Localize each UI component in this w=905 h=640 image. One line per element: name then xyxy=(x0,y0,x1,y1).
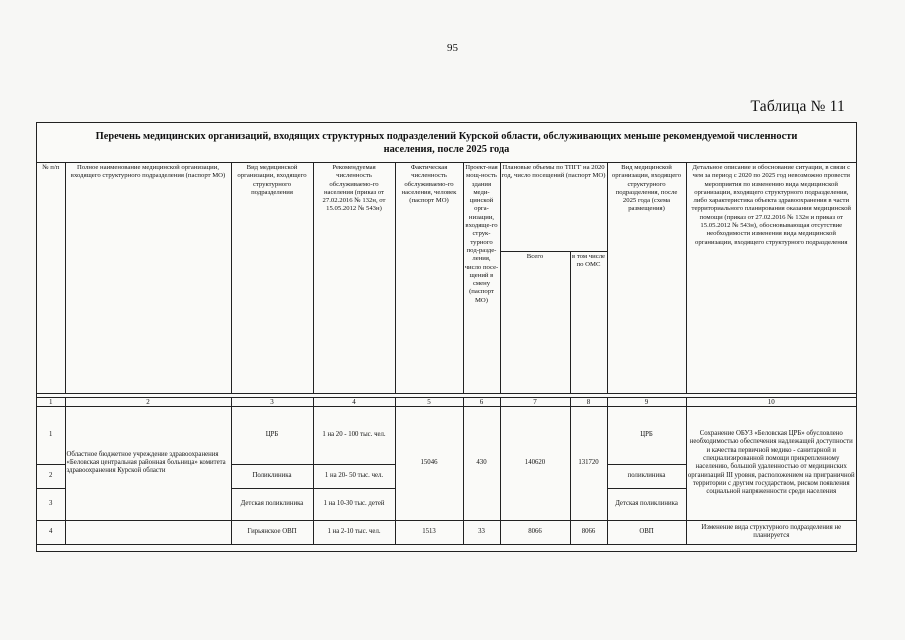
table-row xyxy=(37,406,856,464)
column-number: 6 xyxy=(463,397,500,406)
org-type-cell: Детская поликлиника xyxy=(231,488,313,520)
column-number-row xyxy=(37,397,856,406)
column-number: 9 xyxy=(607,397,686,406)
header-org-name: Полное наименование медицинской организации, входящего структурного подразделения (паспорт МО) xyxy=(65,163,231,393)
header-org-type-after-2025: Вид медицинской организации, входящего структурного подразделения, после 2025 года (схема размещения) xyxy=(607,163,686,393)
header-total: Всего xyxy=(500,251,570,393)
column-number: 10 xyxy=(686,397,856,406)
design-capacity-cell: 33 xyxy=(463,520,500,544)
design-capacity-cell: 430 xyxy=(463,406,500,520)
header-actual-population: Фактическая численность обслуживаемо-го населения, человек (паспорт МО) xyxy=(395,163,463,393)
header-number: № п/п xyxy=(37,163,65,393)
column-number: 3 xyxy=(231,397,313,406)
planned-total-cell: 140620 xyxy=(500,406,570,520)
header-design-capacity: Проект-ная мощ-ность здания меди-цинской орга-низации, входяще-го струк-турного под-разде-ления, число посе-щений в смену (паспорт МО) xyxy=(463,163,500,393)
recommended-population-cell: 1 на 20 - 100 тыс. чел. xyxy=(313,406,395,464)
header-oms: в том числе по ОМС xyxy=(570,251,607,393)
table-title: Перечень медицинских организаций, входящих структурных подразделений Курской области, обслуживающих меньше рекомендуемой численности населения, после 2025 года xyxy=(37,123,856,163)
org-name-cell xyxy=(65,520,231,544)
row-number: 1 xyxy=(37,406,65,464)
row-number: 3 xyxy=(37,488,65,520)
column-number: 1 xyxy=(37,397,65,406)
data-table xyxy=(37,163,856,545)
org-type-cell: ЦРБ xyxy=(231,406,313,464)
header-row xyxy=(37,163,856,251)
org-type-cell: Гирьянское ОВП xyxy=(231,520,313,544)
org-type-after-cell: поликлиника xyxy=(607,464,686,488)
column-number: 7 xyxy=(500,397,570,406)
column-number: 4 xyxy=(313,397,395,406)
row-number: 4 xyxy=(37,520,65,544)
row-number: 2 xyxy=(37,464,65,488)
page-number: 95 xyxy=(447,42,458,54)
header-planned-volumes: Плановые объемы по ТПГГ на 2020 год, число посещений (паспорт МО) xyxy=(500,163,607,251)
planned-oms-cell: 8066 xyxy=(570,520,607,544)
column-number: 2 xyxy=(65,397,231,406)
planned-oms-cell: 131720 xyxy=(570,406,607,520)
org-name-cell: Областное бюджетное учреждение здравоохранения «Беловская центральная районная больница» комитета здравоохранения Курской области xyxy=(65,406,231,520)
description-cell: Изменение вида структурного подразделения не планируется xyxy=(686,520,856,544)
actual-population-cell: 15046 xyxy=(395,406,463,520)
org-type-after-cell: ОВП xyxy=(607,520,686,544)
recommended-population-cell: 1 на 2-10 тыс. чел. xyxy=(313,520,395,544)
header-recommended-population: Рекомендуемая численность обслуживаемо-го населения (приказ от 27.02.2016 № 132н, от 15.05.2012 № 543н) xyxy=(313,163,395,393)
column-number: 8 xyxy=(570,397,607,406)
org-type-cell: Поликлиника xyxy=(231,464,313,488)
table-sheet xyxy=(36,122,857,552)
header-description: Детальное описание и обоснование ситуации, в связи с чем за период с 2020 по 2025 год невозможно провести мероприятия по изменению вида медицинской организации, входящего структурного подразделения, либо характеристика объекта здравоохранения в части территориального планирования оказания медицинской помощи (приказ от 27.02.2016 № 132н и приказ от 15.05.2012 № 543н), обосновывающая отсутствие необходимости изменения вида медицинской организации, входящего структурного подразделения xyxy=(686,163,856,393)
org-type-after-cell: ЦРБ xyxy=(607,406,686,464)
table-row xyxy=(37,520,856,544)
header-org-type: Вид медицинской организации, входящего структурного подразделения xyxy=(231,163,313,393)
table-caption: Таблица № 11 xyxy=(750,98,845,115)
recommended-population-cell: 1 на 10-30 тыс. детей xyxy=(313,488,395,520)
recommended-population-cell: 1 на 20- 50 тыс. чел. xyxy=(313,464,395,488)
column-number: 5 xyxy=(395,397,463,406)
org-type-after-cell: Детская поликлиника xyxy=(607,488,686,520)
description-cell: Сохранение ОБУЗ «Беловская ЦРБ» обусловлено необходимостью обеспечения надлежащей доступности и качества первичной медико - санитарной и специализированной помощи прикрепленному населению, большой удаленностью от медицинских организаций III уровня, расположением на приграничной территории с другим государством, риском появления социальной напряженности среди населения xyxy=(686,406,856,520)
planned-total-cell: 8066 xyxy=(500,520,570,544)
actual-population-cell: 1513 xyxy=(395,520,463,544)
